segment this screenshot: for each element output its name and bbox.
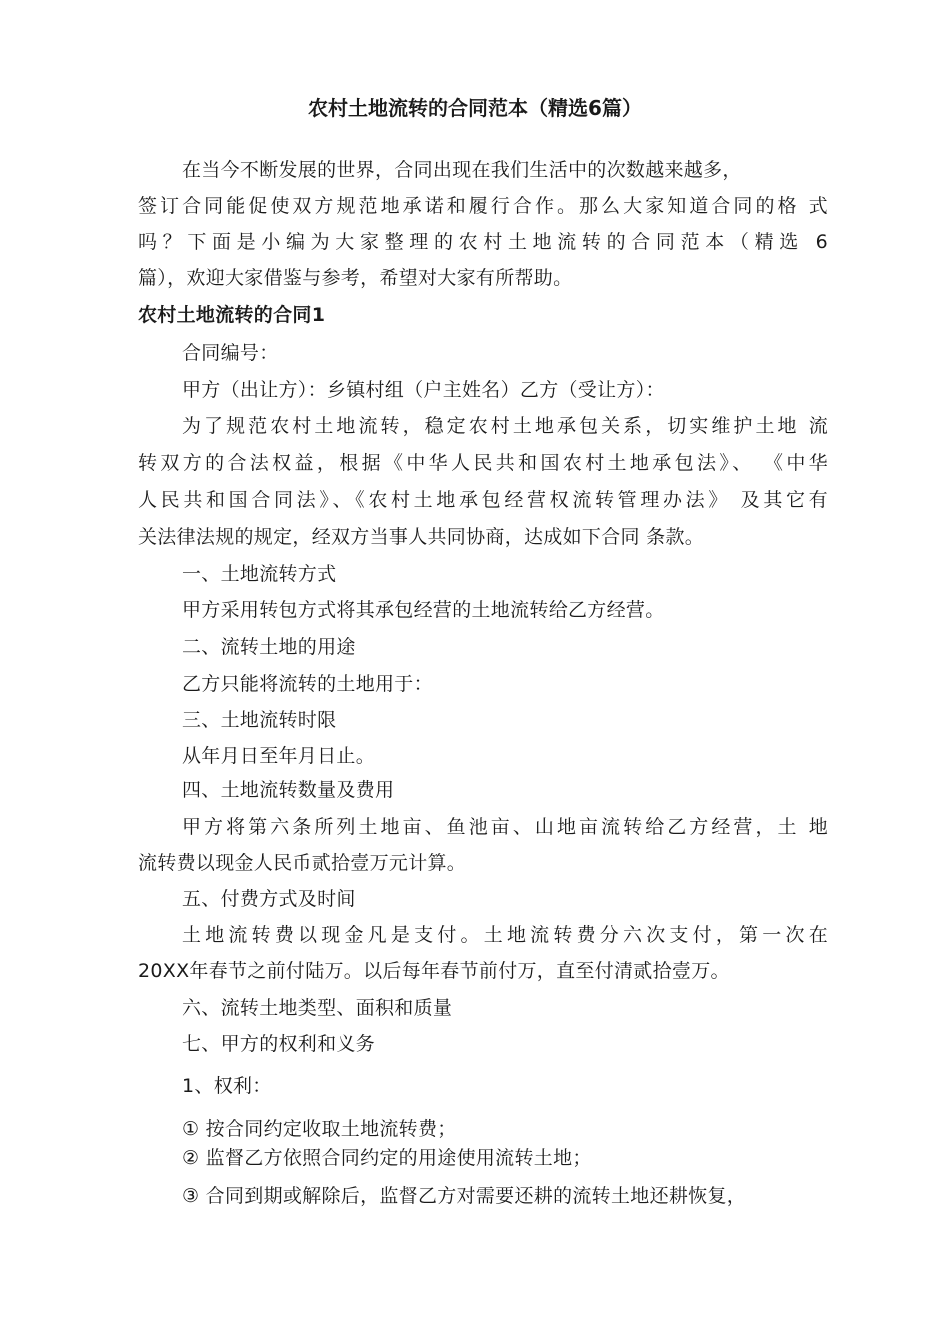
rights-item-1: ① 按合同约定收取土地流转费；: [182, 1118, 457, 1140]
clause-3-title: 三、土地流转时限: [182, 709, 337, 731]
rights-item-2: ② 监督乙方依照合同约定的用途使用流转土地；: [182, 1147, 592, 1169]
clause-1-body: 甲方采用转包方式将其承包经营的土地流转给乙方经营。: [182, 599, 665, 621]
clause-4-body-line-2: 流转费以现金人民币贰拾壹万元计算。: [138, 852, 467, 874]
intro-line-1: 在当今不断发展的世界，合同出现在我们生活中的次数越来越多，: [182, 159, 742, 181]
preamble-line-1: 为了规范农村土地流转，稳定农村土地承包关系，切实维护土地 流: [182, 415, 828, 437]
intro-line-3: 吗？下面是小编为大家整理的农村土地流转的合同范本（精选 6: [138, 231, 828, 253]
clause-3-body: 从年月日至年月日止。: [182, 745, 376, 767]
clause-7-title: 七、甲方的权利和义务: [182, 1033, 376, 1055]
contract-number: 合同编号：: [182, 342, 279, 364]
clause-5-body-line-1: 土地流转费以现金凡是支付。土地流转费分六次支付，第一次在: [182, 924, 828, 946]
clause-2-title: 二、流转土地的用途: [182, 636, 356, 658]
rights-item-3: ③ 合同到期或解除后，监督乙方对需要还耕的流转土地还耕恢复，: [182, 1185, 747, 1207]
section-heading: 农村土地流转的合同1: [138, 304, 326, 326]
clause-4-body-line-1: 甲方将第六条所列土地亩、鱼池亩、山地亩流转给乙方经营，土 地: [182, 816, 828, 838]
intro-line-4: 篇），欢迎大家借鉴与参考，希望对大家有所帮助。: [138, 267, 573, 289]
contract-parties: 甲方（出让方）：乡镇村组（户主姓名）乙方（受让方）：: [182, 379, 665, 401]
clause-1-title: 一、土地流转方式: [182, 563, 337, 585]
clause-6-title: 六、流转土地类型、面积和质量: [182, 997, 453, 1019]
clause-5-title: 五、付费方式及时间: [182, 888, 356, 910]
clause-5-body-line-2: 20XX年春节之前付陆万。以后每年春节前付万，直至付清贰拾壹万。: [138, 960, 730, 982]
document-title: 农村土地流转的合同范本（精选6篇）: [308, 96, 642, 120]
preamble-line-4: 关法律法规的规定，经双方当事人共同协商，达成如下合同 条款。: [138, 526, 705, 548]
rights-title: 1、权利：: [182, 1075, 272, 1097]
clause-4-title: 四、土地流转数量及费用: [182, 779, 395, 801]
preamble-line-3: 人民共和国合同法》、《农村土地承包经营权流转管理办法》 及其它有: [138, 489, 828, 511]
clause-2-body: 乙方只能将流转的土地用于：: [182, 673, 433, 695]
intro-line-2: 签订合同能促使双方规范地承诺和履行合作。那么大家知道合同的格 式: [138, 195, 828, 217]
preamble-line-2: 转双方的合法权益，根据《中华人民共和国农村土地承包法》、 《中华: [138, 452, 828, 474]
